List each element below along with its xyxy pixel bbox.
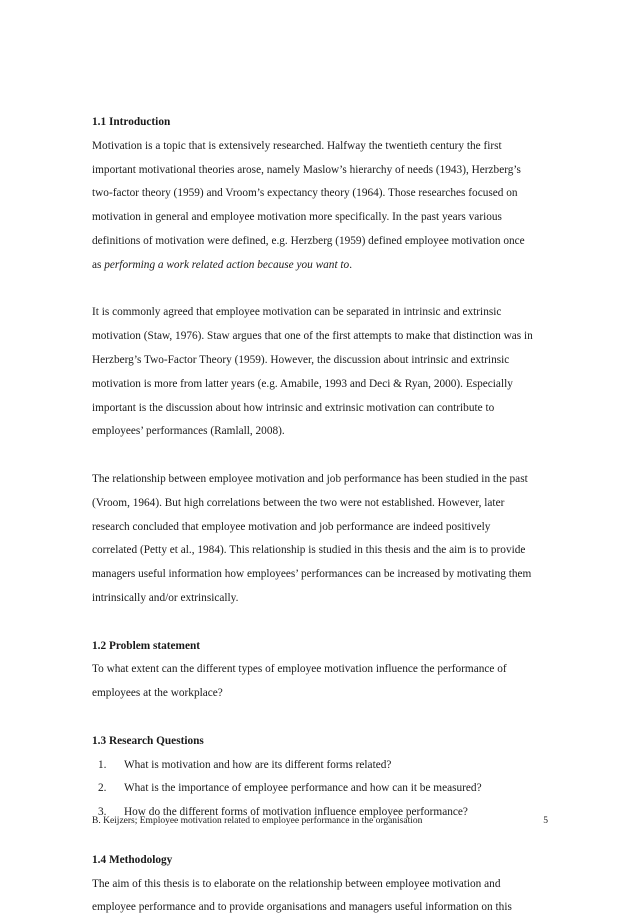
footer-text: B. Keijzers; Employee motivation related to employee performance in the organisation [92, 816, 422, 826]
list-number: 2. [92, 777, 124, 801]
intro-paragraph-1 [92, 135, 552, 278]
list-number: 3. [92, 801, 124, 825]
methodology-text [92, 873, 552, 920]
text-line: Herzberg’s Two-Factor Theory (1959). However, the discussion about intrinsic and extrinsic [92, 349, 552, 373]
text-line: (Vroom, 1964). But high correlations between the two were not established. However, later [92, 492, 552, 516]
paragraph-gap [92, 706, 552, 730]
text-fragment: as [92, 259, 104, 271]
text-line: The aim of this thesis is to elaborate on the relationship between employee motivation and [92, 873, 552, 897]
text-line: Motivation is a topic that is extensively researched. Halfway the twentieth century the first [92, 135, 552, 159]
text-line: The relationship between employee motivation and job performance has been studied in the past [92, 468, 552, 492]
italic-definition: performing a work related action because you want to [104, 259, 349, 271]
page-body [92, 111, 552, 920]
text-line: employees’ performances (Ramlall, 2008). [92, 420, 552, 444]
text-fragment: . [349, 259, 352, 271]
intro-paragraph-2 [92, 301, 552, 444]
text-line: definitions of motivation were defined, e.g. Herzberg (1959) defined employee motivation once [92, 230, 552, 254]
list-item-text: What is the importance of employee performance and how can it be measured? [124, 782, 482, 794]
paragraph-gap [92, 825, 552, 849]
text-line: motivation in general and employee motivation more specifically. In the past years various [92, 206, 552, 230]
text-line [92, 254, 552, 278]
paragraph-gap [92, 611, 552, 635]
text-line: important is the discussion about how intrinsic and extrinsic motivation can contribute to [92, 397, 552, 421]
list-number: 1. [92, 754, 124, 778]
text-line: research concluded that employee motivation and job performance are indeed positively [92, 516, 552, 540]
list-item-text: What is motivation and how are its different forms related? [124, 759, 391, 771]
page-footer [92, 816, 548, 826]
list-item [92, 777, 552, 801]
problem-statement-text [92, 658, 552, 706]
page-number: 5 [543, 816, 548, 826]
text-line: employee performance and to provide organisations and managers useful information on this [92, 896, 552, 920]
text-line: employees at the workplace? [92, 682, 552, 706]
text-line: two-factor theory (1959) and Vroom’s expectancy theory (1964). Those researches focused on [92, 182, 552, 206]
section-heading-research-questions: 1.3 Research Questions [92, 730, 552, 754]
section-heading-problem-statement: 1.2 Problem statement [92, 635, 552, 659]
research-questions-list [92, 754, 552, 825]
text-line: motivation (Staw, 1976). Staw argues that one of the first attempts to make that distinction was in [92, 325, 552, 349]
paragraph-gap [92, 444, 552, 468]
text-line: important motivational theories arose, namely Maslow’s hierarchy of needs (1943), Herzberg’s [92, 159, 552, 183]
text-line: correlated (Petty et al., 1984). This relationship is studied in this thesis and the aim is to provide [92, 539, 552, 563]
text-line: managers useful information how employees’ performances can be increased by motivating them [92, 563, 552, 587]
list-item-text: How do the different forms of motivation influence employee performance? [124, 806, 468, 818]
text-line: motivation is more from latter years (e.g. Amabile, 1993 and Deci & Ryan, 2000). Especially [92, 373, 552, 397]
text-line: To what extent can the different types of employee motivation influence the performance of [92, 658, 552, 682]
text-line: It is commonly agreed that employee motivation can be separated in intrinsic and extrinsic [92, 301, 552, 325]
text-line: intrinsically and/or extrinsically. [92, 587, 552, 611]
intro-paragraph-3 [92, 468, 552, 611]
list-item [92, 754, 552, 778]
paragraph-gap [92, 278, 552, 302]
section-heading-introduction: 1.1 Introduction [92, 111, 552, 135]
section-heading-methodology: 1.4 Methodology [92, 849, 552, 873]
